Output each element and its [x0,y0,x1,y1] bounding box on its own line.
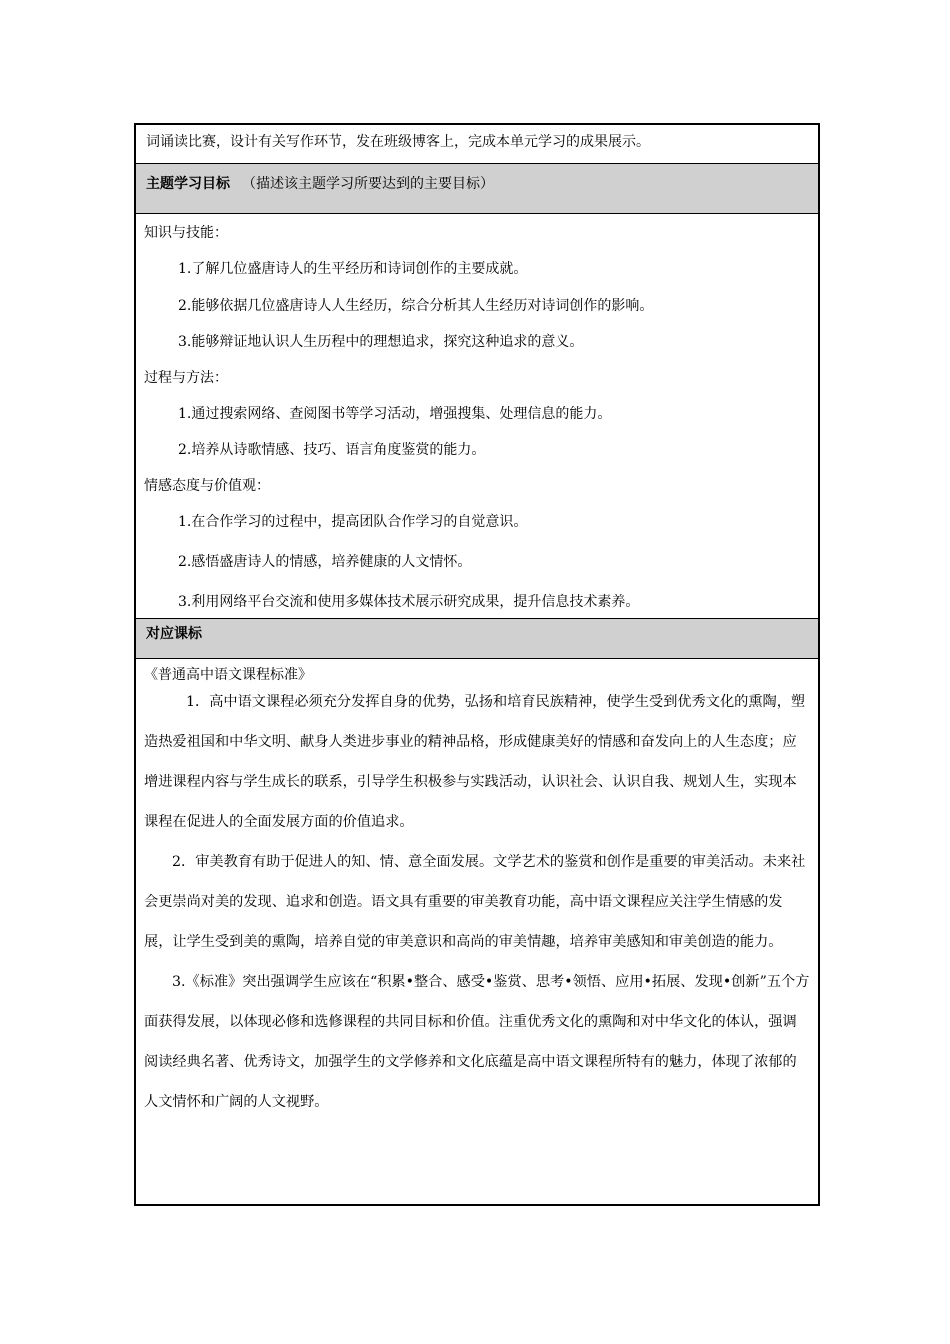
goals-item: 1.在合作学习的过程中，提高团队合作学习的自觉意识。 [178,514,528,530]
goals-item: 1.通过搜索网络、查阅图书等学习活动，增强搜集、处理信息的能力。 [178,406,612,422]
goals-heading-process: 过程与方法： [144,370,228,386]
goals-title: 主题学习目标 [146,176,230,192]
goals-body [136,213,818,618]
goals-item: 2.能够依据几位盛唐诗人人生经历，综合分析其人生经历对诗词创作的影响。 [178,298,654,314]
goals-hint: （描述该主题学习所要达到的主要目标） [242,176,494,192]
goals-item: 3.利用网络平台交流和使用多媒体技术展示研究成果，提升信息技术素养。 [178,594,640,610]
goals-item: 1.了解几位盛唐诗人的生平经历和诗词创作的主要成就。 [178,261,528,277]
standards-title: 对应课标 [146,626,202,642]
lesson-table [134,123,820,1206]
goals-item: 2.培养从诗歌情感、技巧、语言角度鉴赏的能力。 [178,442,486,458]
intro-row [136,125,818,163]
standards-body [136,658,818,1204]
standards-source: 《普通高中语文课程标准》 [144,667,312,683]
goals-heading-attitude: 情感态度与价值观： [144,478,270,494]
goals-header [136,163,818,213]
goals-item: 3.能够辩证地认识人生历程中的理想追求，探究这种追求的意义。 [178,334,584,350]
standards-header [136,618,818,658]
goals-heading-knowledge: 知识与技能： [144,225,228,241]
goals-item: 2.感悟盛唐诗人的情感，培养健康的人文情怀。 [178,554,472,570]
standards-paragraph-1: 1．高中语文课程必须充分发挥自身的优势，弘扬和培育民族精神，使学生受到优秀文化的熏陶，塑造热爱祖国和中华文明、献身人类进步事业的精神品格，形成健康美好的情感和奋发向上的人生态度；应增进课程内容与学生成长的联系，引导学生积极参与实践活动，认识社会、认识自我、规划人生，实现本课程在促进人的全面发展方面的价值追求。 [144,694,806,830]
standards-paragraph-2: 2．审美教育有助于促进人的知、情、意全面发展。文学艺术的鉴赏和创作是重要的审美活动。未来社会更崇尚对美的发现、追求和创造。语文具有重要的审美教育功能，高中语文课程应关注学生情感的发展，让学生受到美的熏陶，培养自觉的审美意识和高尚的审美情趣，培养审美感知和审美创造的能力。 [144,854,806,950]
standards-paragraph-3: 3.《标准》突出强调学生应该在“积累•整合、感受•鉴赏、思考•领悟、应用•拓展、发现•创新”五个方面获得发展，以体现必修和选修课程的共同目标和价值。注重优秀文化的熏陶和对中华文化的体认，强调阅读经典名著、优秀诗文，加强学生的文学修养和文化底蕴是高中语文课程所特有的魅力，体现了浓郁的人文情怀和广阔的人文视野。 [144,974,810,1110]
intro-text: 词诵读比赛，设计有关写作环节，发在班级博客上，完成本单元学习的成果展示。 [146,134,650,150]
